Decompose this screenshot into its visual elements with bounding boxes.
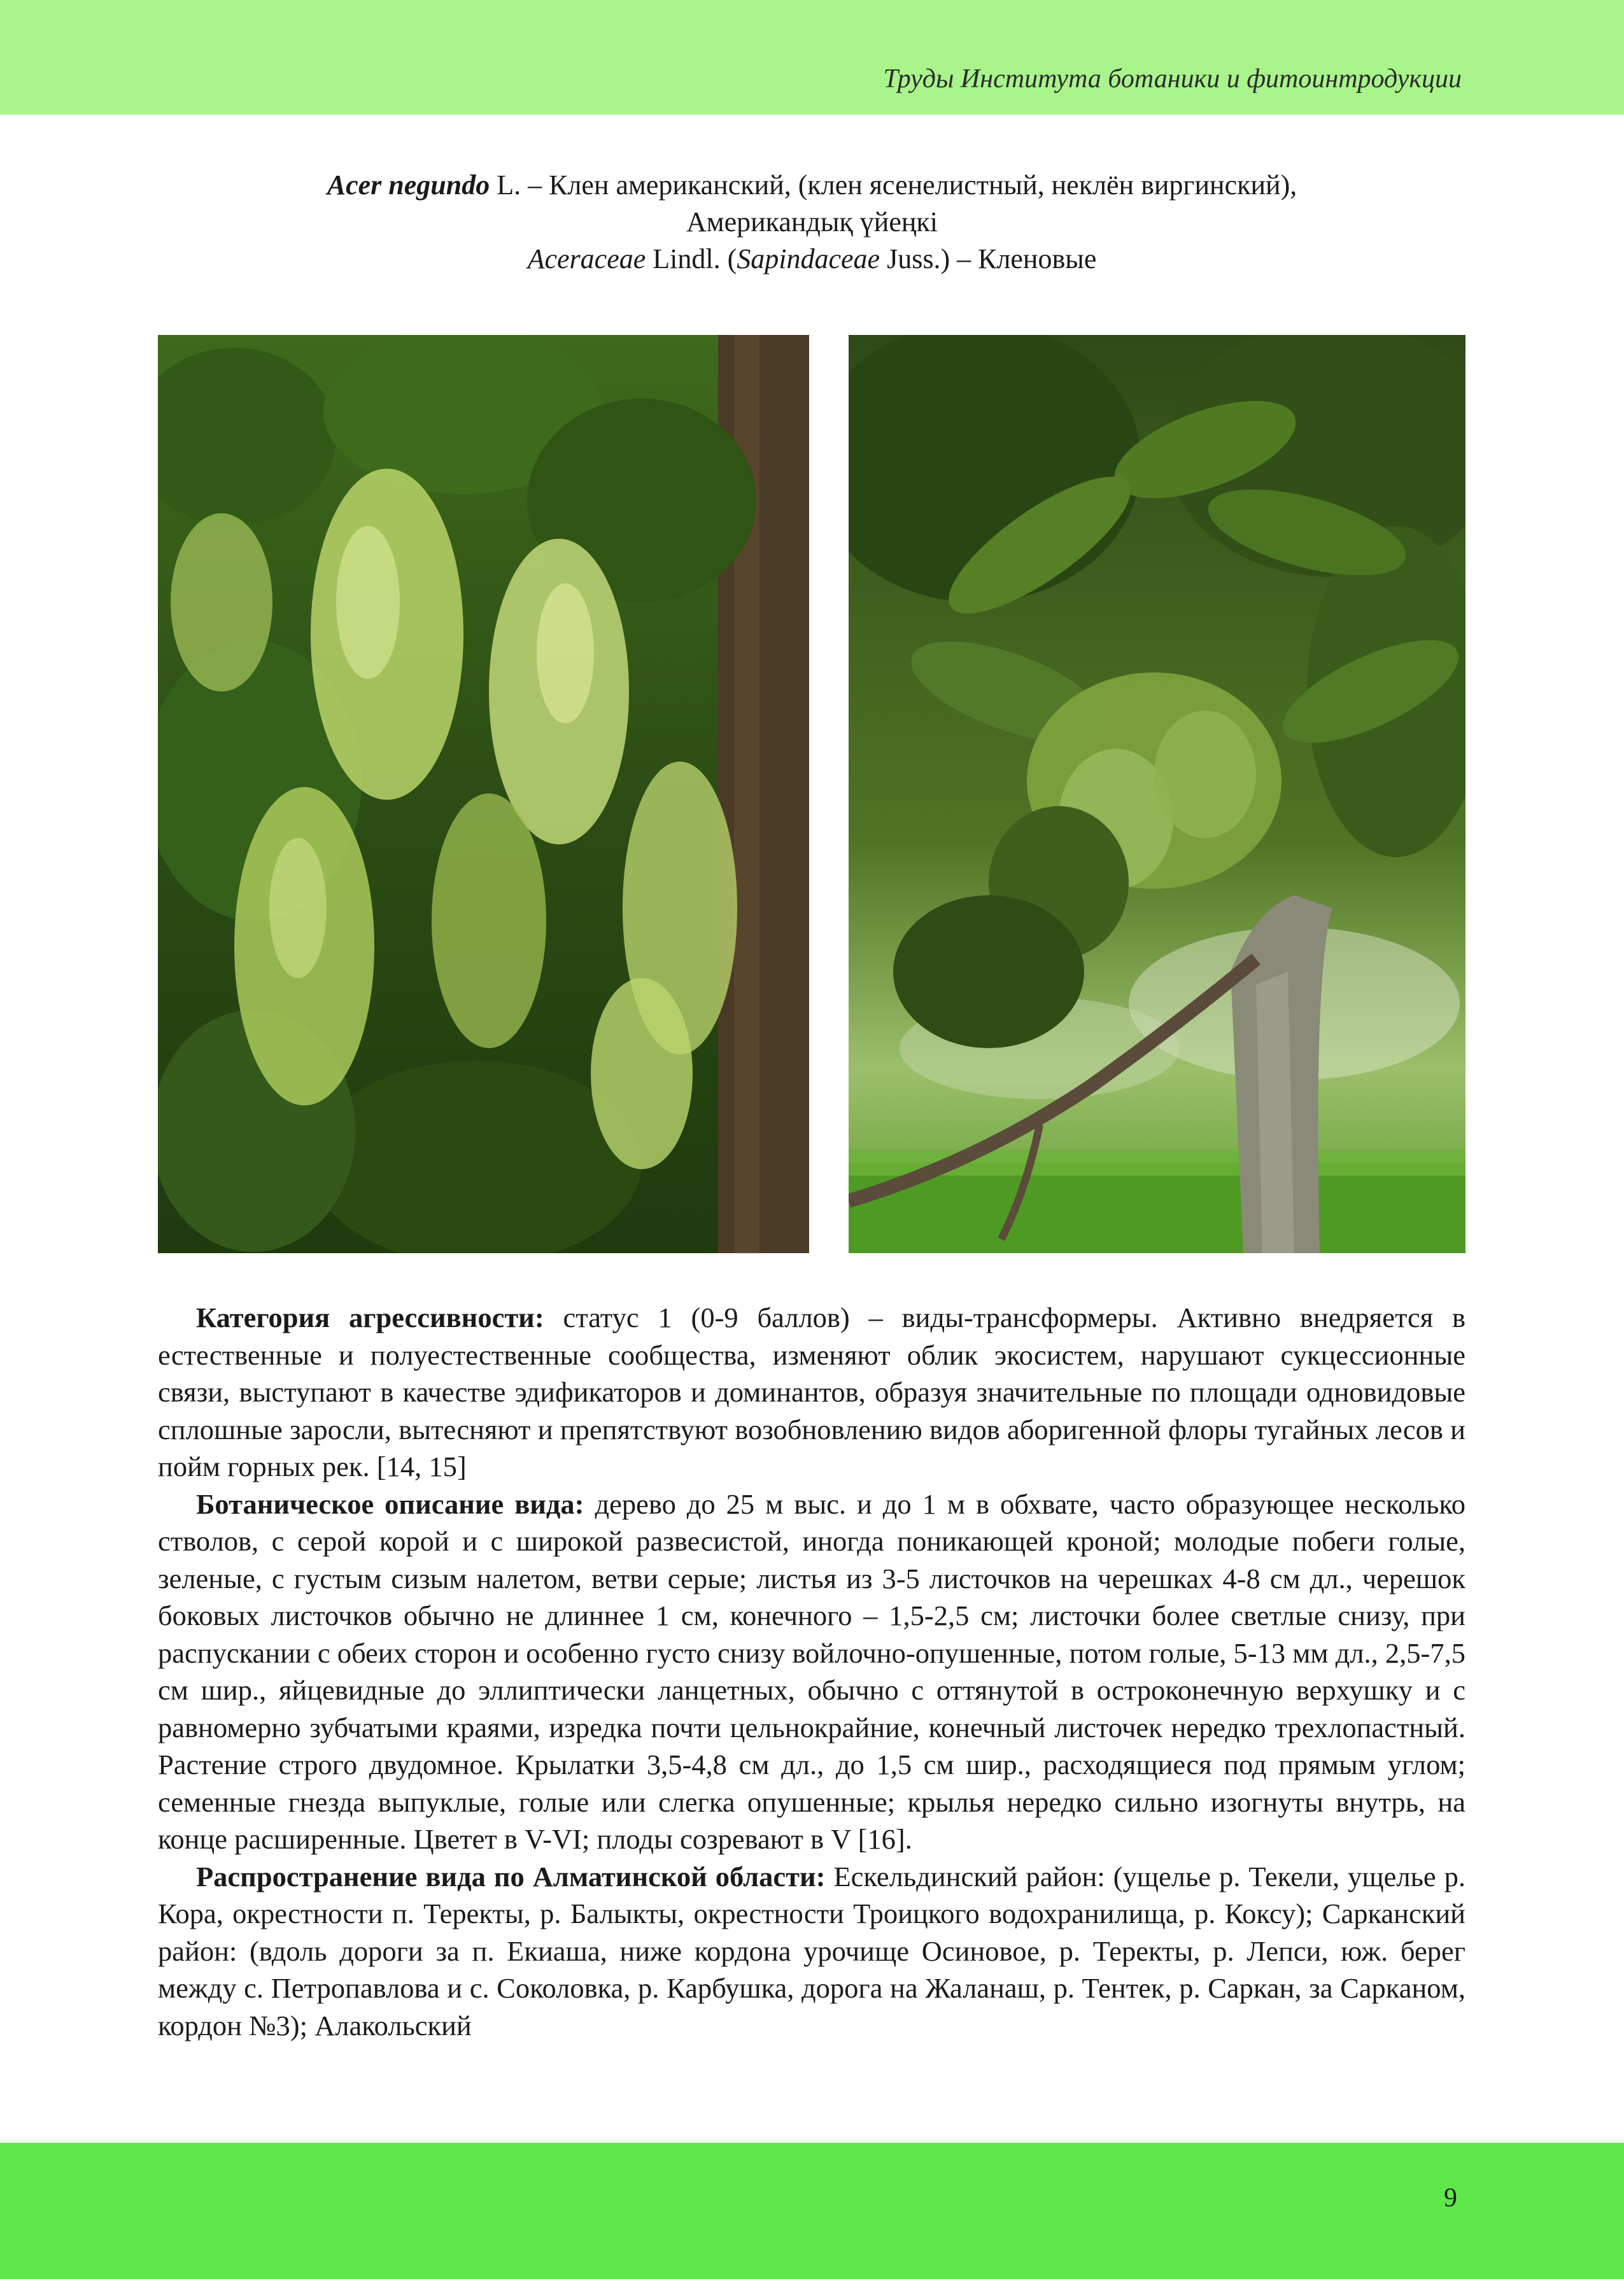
description-label: Ботаническое описание вида: [196,1487,584,1520]
aggressiveness-text: статус 1 (0-9 баллов) – виды-трансформеры. Активно внедряется в естественные и полуестественные сообщества, изменяют облик экосистем, нарушают сукцессионные связи, выступают в качестве эдификаторов и доминантов, образуя значительные по площади одновидовые сплошные заросли, вытесняют и препятствуют возобновлению видов аборигенной флоры тугайных лесов и пойм горных рек. [14, 15] [158,1302,1466,1482]
family-line [0,241,1624,278]
distribution-paragraph [158,1858,1465,2045]
distribution-text: Ескельдинский район: (ущелье р. Текели, ущелье р. Кора, окрестности п. Теректы, р. Балыкты, окрестности Троицкого водохранилища, р. Коксу); Сарканский район: (вдоль дороги за п. Екиаша, ниже кордона урочище Осиновое, р. Теректы, р. Лепси, юж. берег между с. Петропавлова и с. Соколовка, р. Карбушка, дорога на Жаланаш, р. Тентек, р. Саркан, за Сарканом, кордон №3); Алакольский [158,1860,1465,2041]
description-paragraph [158,1486,1465,1858]
family-author: Lindl. ( [646,243,737,274]
family-alt-name: Sapindaceae [737,243,880,274]
aggressiveness-paragraph [158,1299,1465,1486]
species-name-line [0,167,1624,204]
species-title-block [0,167,1624,278]
body-text [158,1299,1465,2044]
acer-negundo-fruit-clusters-photo [158,335,809,1253]
distribution-label: Распространение вида по Алматинской области: [196,1860,826,1892]
species-common-names: L. – Клен американский, (клен ясенелистный, неклён виргинский), [490,169,1297,201]
kazakh-name: Американдық үйеңкі [686,206,938,238]
family-alt-author: Juss.) – Кленовые [880,243,1097,274]
family-latin-name: Aceraceae [527,243,646,274]
aggressiveness-label: Категория агрессивности: [196,1302,544,1333]
acer-negundo-tree-branch-photo [849,335,1465,1253]
journal-title: Труды Института ботаники и фитоинтродукции [883,64,1462,94]
description-text: дерево до 25 м выс. и до 1 м в обхвате, часто образующее несколько стволов, с серой корой и с широкой развесистой, иногда поникающей кроной; молодые побеги голые, зеленые, с густым сизым налетом, ветви серые; листья из 3-5 листочков на черешках 4-8 см дл., черешок боковых листочков обычно не длиннее 1 см, конечного – 1,5-2,5 см; листочки более светлые снизу, при распускании с обеих сторон и особенно густо снизу войлочно-опушенные, потом голые, 5-13 мм дл., 2,5-7,5 см шир., яйцевидные до эллиптически ланцетных, обычно с оттянутой в остроконечную верхушку и с равномерно зубчатыми краями, изредка почти цельнокрайние, конечный листочек нередко трехлопастный. Растение строго двудомное. Крылатки 3,5-4,8 см дл., до 1,5 см шир., расходящиеся под прямым углом; семенные гнезда выпуклые, голые или слегка опушенные; крылья нередко сильно изогнуты внутрь, на конце расширенные. Цветет в V-VI; плоды созревают в V [16]. [158,1487,1465,1855]
latin-species-name: Acer negundo [327,169,490,201]
page-number: 9 [1444,2183,1457,2213]
footer-band [0,2143,1624,2279]
header-band [0,0,1624,115]
